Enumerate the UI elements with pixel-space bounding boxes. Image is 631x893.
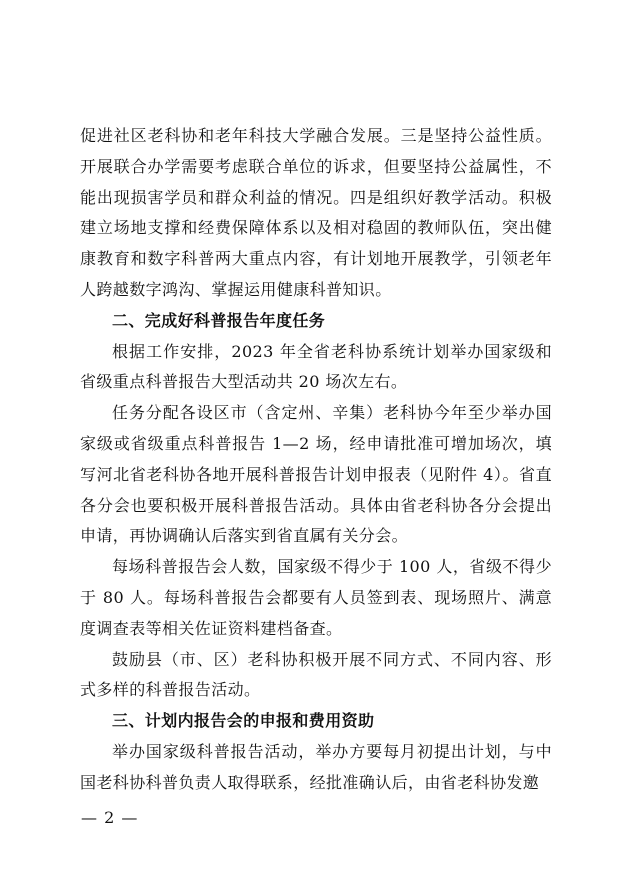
- paragraph-application: 举办国家级科普报告活动，举办方要每月初提出计划，与中国老科协科普负责人取得联系，经批准确认后，由省老科协发邀: [80, 741, 552, 792]
- paragraph-encourage: 鼓励县（市、区）老科协积极开展不同方式、不同内容、形式多样的科普报告活动。: [80, 649, 552, 700]
- paragraph-continued: 促进社区老科协和老年科技大学融合发展。三是坚持公益性质。开展联合办学需要考虑联合单位的诉求，但要坚持公益属性，不能出现损害学员和群众利益的情况。四是组织好教学活动。积极建立场地支撑和经费保障体系以及相对稳固的教师队伍，突出健康教育和数字科普两大重点内容，有计划地开展教学，引领老年人跨越数字鸿沟、掌握运用健康科普知识。: [80, 126, 552, 299]
- paragraph-attendance: 每场科普报告会人数，国家级不得少于 100 人，省级不得少于 80 人。每场科普报告会都要有人员签到表、现场照片、满意度调查表等相关佐证资料建档备查。: [80, 557, 552, 638]
- section-heading-2: 二、完成好科普报告年度任务: [112, 310, 326, 330]
- page-number: — 2 —: [81, 808, 139, 827]
- document-body: [80, 121, 552, 799]
- section-heading-3: 三、计划内报告会的申报和费用资助: [112, 711, 375, 731]
- paragraph-task-allocation: 任务分配各设区市（含定州、辛集）老科协今年至少举办国家级或省级重点科普报告 1—2 场，经申请批准可增加场次，填写河北省老科协各地开展科普报告计划申报表（见附件 4）。省直各分会也要积极开展科普报告活动。具体由省老科协各分会提出申请，再协调确认后落实到省直属有关分会。: [80, 403, 552, 546]
- paragraph-plan: 根据工作安排，2023 年全省老科协系统计划举办国家级和省级重点科普报告大型活动共 20 场次左右。: [80, 341, 552, 392]
